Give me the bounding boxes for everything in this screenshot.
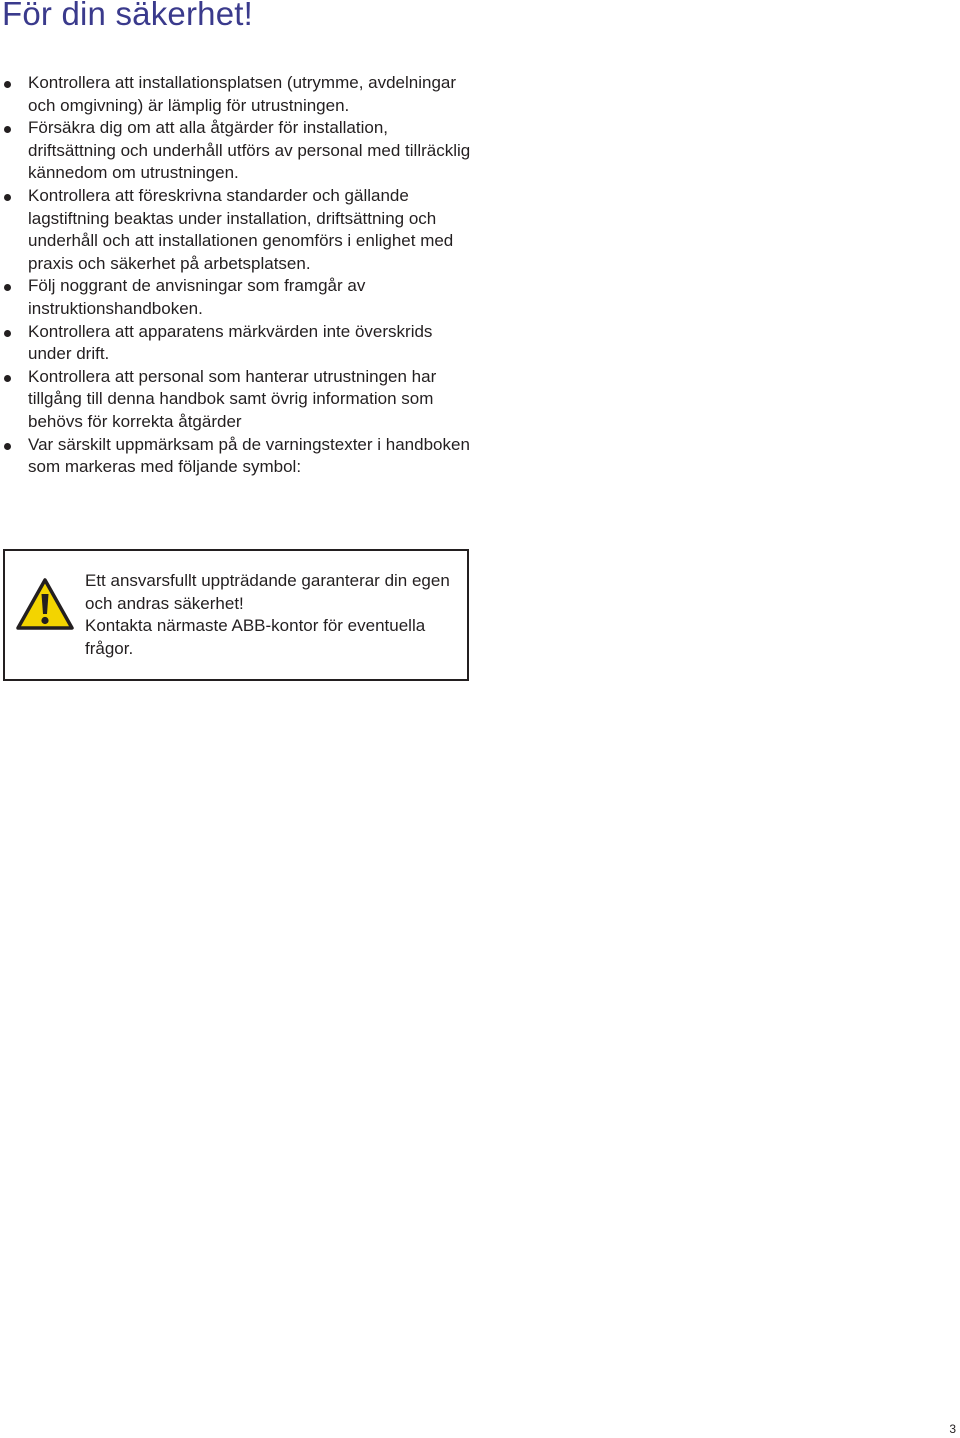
warning-text [85,570,455,660]
bullet-icon [4,443,11,450]
bullet-icon [4,126,11,133]
bullet-icon [4,375,11,382]
list-item-text: Var särskilt uppmärksam på de varningstexter i handboken som markeras med följande symbol: [28,434,470,477]
list-item-text: Försäkra dig om att alla åtgärder för installation, driftsättning och underhåll utförs av personal med tillräcklig kännedom om utrustningen. [28,118,471,183]
warning-triangle-icon [15,577,75,632]
list-item [0,72,480,117]
page-number: 3 [949,1422,956,1436]
safety-instructions-list [0,72,480,479]
list-item [0,321,480,366]
list-item [0,185,480,275]
list-item-text: Följ noggrant de anvisningar som framgår av instruktionshandboken. [28,276,366,318]
bullet-icon [4,81,11,88]
list-item [0,275,480,320]
warning-line: Ett ansvarsfullt uppträdande garanterar din egen och andras säkerhet! [85,571,450,613]
list-item-text: Kontrollera att personal som hanterar utrustningen har tillgång till denna handbok samt övrig information som behövs för korrekta åtgärder [28,366,437,431]
warning-box [3,549,469,681]
list-item [0,366,480,434]
list-item [0,434,480,479]
list-item-text: Kontrollera att föreskrivna standarder och gällande lagstiftning beaktas under installation, driftsättning och underhåll och att installationen genomförs i enlighet med praxis och säkerhet på arbetsplatsen. [28,185,454,273]
page-title: För din säkerhet! [2,0,254,32]
warning-line: Kontakta närmaste ABB-kontor för eventuella frågor. [85,616,426,658]
bullet-icon [4,284,11,291]
list-item [0,117,480,185]
bullet-icon [4,194,11,201]
list-item-text: Kontrollera att apparatens märkvärden inte överskrids under drift. [28,321,433,364]
bullet-icon [4,330,11,337]
list-item-text: Kontrollera att installationsplatsen (utrymme, avdelningar och omgivning) är lämplig för utrustningen. [28,73,457,115]
